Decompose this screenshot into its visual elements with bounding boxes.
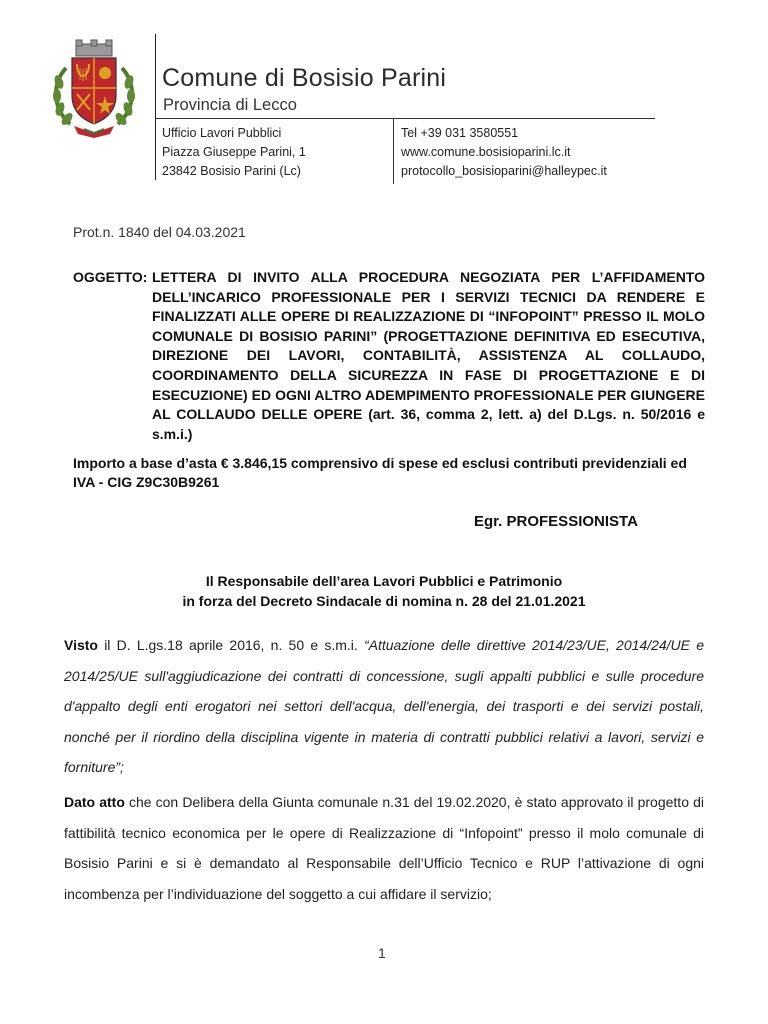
paragraph-dato-atto [64,787,704,909]
office-name: Ufficio Lavori Pubblici [162,126,282,140]
paragraph-visto-text: il D. L.gs.18 aprile 2016, n. 50 e s.m.i. [97,637,364,653]
paragraph-visto-quote: “Attuazione delle direttive 2014/23/UE, 2014/24/UE e 2014/25/UE sull'aggiudicazione dei contratti di concessione, sugli appalti pubblici e sulle procedure d'appalto degli enti erogatori nei settori dell'acqua, dell'energia, dei trasporti e dei servizi postali, nonché per il riordino della disciplina vigente in materia di contratti pubblici relativi a lavori, servizi e forniture”; [64,637,704,775]
page-number: 1 [378,945,386,961]
paragraph-visto-lead: Visto [64,637,98,653]
paragraph-visto [64,630,704,783]
pec-email-link[interactable]: protocollo_bosisioparini@halleypec.it [401,164,607,178]
base-amount-line: Importo a base d’asta € 3.846,15 comprensivo di spese ed esclusi contributi previdenziali ed IVA - CIG Z9C30B9261 [73,455,687,490]
responsible-title: Il Responsabile dell’area Lavori Pubblici e Patrimonio [205,573,563,589]
subject-label: OGGETTO: [73,269,148,285]
municipal-crest-logo [46,38,142,138]
contact-block [394,119,658,184]
office-street: Piazza Giuseppe Parini, 1 [162,145,306,159]
municipality-name: Comune di Bosisio Parini [162,64,447,92]
phone-number: Tel +39 031 3580551 [401,126,519,140]
office-city: 23842 Bosisio Parini (Lc) [162,164,301,178]
responsible-block [73,572,695,611]
contact-info-table [155,119,657,184]
subject-text: LETTERA DI INVITO ALLA PROCEDURA NEGOZIATA PER L’AFFIDAMENTO DELL’INCARICO PROFESSIONALE PER I SERVIZI TECNICI DA RENDERE E FINALIZZATI ALLE OPERE DI REALIZZAZIONE DI “INFOPOINT” PRESSO IL MOLO COMUNALE DI BOSISIO PARINI” (PROGETTAZIONE DEFINITIVA ED ESECUTIVA, DIREZIONE DEI LAVORI, CONTABILITÀ, ASSISTENZA AL COLLAUDO, COORDINAMENTO DELLA SICUREZZA IN FASE DI PROGETTAZIONE E DI ESECUZIONE) ED OGNI ALTRO ADEMPIMENTO PROFESSIONALE PER GIUNGERE AL COLLAUDO DELLE OPERE (art. 36, comma 2, lett. a) del D.Lgs. n. 50/2016 e s.m.i.) [152,269,705,442]
province-name: Provincia di Lecco [163,96,297,114]
office-address-block [155,119,394,184]
subject-block [73,268,705,444]
responsible-decree: in forza del Decreto Sindacale di nomina n. 28 del 21.01.2021 [182,592,586,609]
paragraph-dato-atto-text: che con Delibera della Giunta comunale n.31 del 19.02.2020, è stato approvato il progetto di fattibilità tecnico economica per le opere di Realizzazione di “Infopoint” presso il molo comunale di Bosisio Parini e si è demandato al Responsabile dell’Ufficio Tecnico e RUP l’attivazione di ogni incombenza per l’individuazione del soggetto a cui affidare il servizio; [64,794,704,902]
recipient: Egr. PROFESSIONISTA [474,513,638,530]
protocol-number: Prot.n. 1840 del 04.03.2021 [73,224,246,240]
website-link[interactable]: www.comune.bosisioparini.lc.it [401,145,571,159]
paragraph-dato-atto-lead: Dato atto [64,794,125,810]
